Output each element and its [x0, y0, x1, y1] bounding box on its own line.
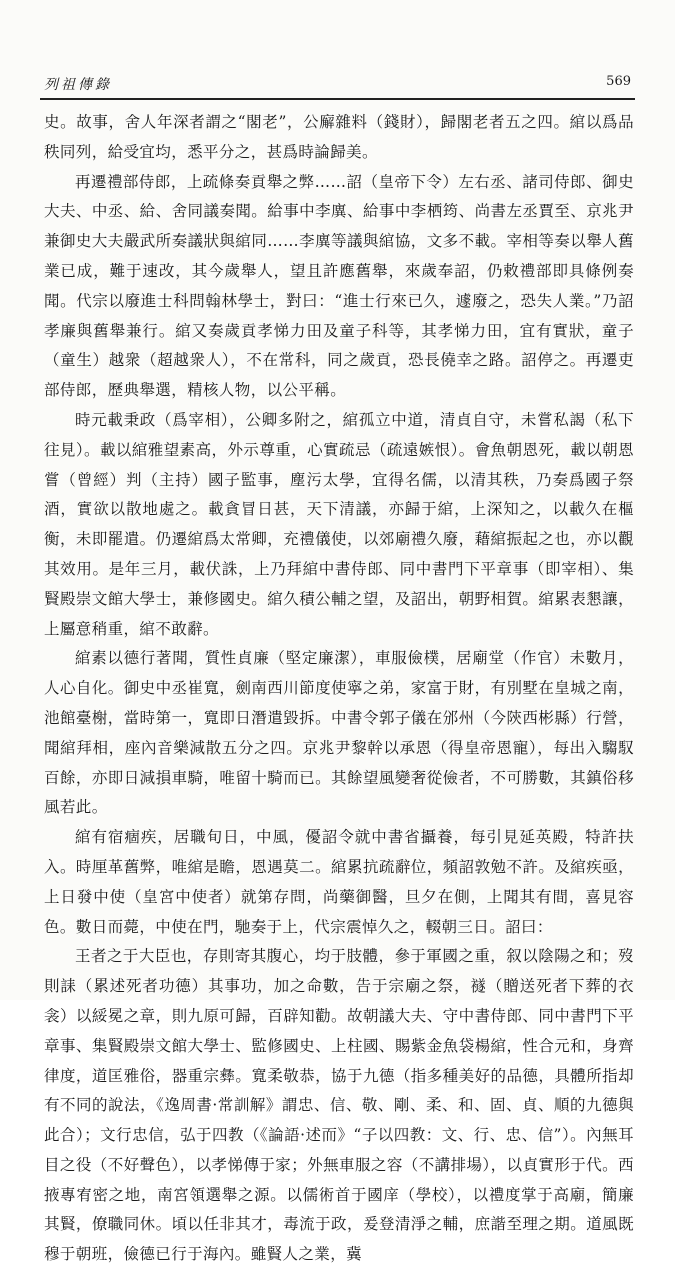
page-number: 569	[606, 74, 631, 89]
paragraph: 史。故事，舍人年深者謂之“閣老”，公廨雜料（錢財），歸閣老者五之四。綰以爲品秩同列，給受宜均，悉平分之，甚爲時論歸美。	[44, 113, 634, 161]
paragraph: 時元載秉政（爲宰相），公卿多附之，綰孤立中道，清貞自守，未嘗私謁（私下往見）。載以綰雅望素高，外示尊重，心實疏忌（疏遠嫉恨）。會魚朝恩死，載以朝恩嘗（曾經）判（主持）國子監事，塵污太學，宜得名儒，以清其秩，乃奏爲國子祭酒，實欲以散地處之。載貪冒日甚，天下清議，亦歸于綰，上深知之，以載久在樞衡，未即罷遣。仍遷綰爲太常卿，充禮儀使，以郊廟禮久廢，藉綰振起之也，亦以觀其效用。是年三月，載伏誅，上乃拜綰中書侍郎、同中書門下平章事（即宰相）、集賢殿崇文館大學士，兼修國史。綰久積公輔之望，及詔出，朝野相賀。綰累表懇讓，上屬意稍重，綰不敢辭。	[44, 410, 634, 638]
paragraph: 再遷禮部侍郎，上疏條奏貢舉之弊……詔（皇帝下令）左右丞、諸司侍郎、御史大夫、中丞、給、舍同議奏聞。給事中李廙、給事中李栖筠、尚書左丞賈至、京兆尹兼御史大夫嚴武所奏議狀與綰同……李廙等議與綰協，文多不載。宰相等奏以舉人舊業已成，難于速改，其今歲舉人，望且許應舊舉，來歲奉詔，仍敕禮部即具條例奏聞。代宗以廢進士科問翰林學士，對曰：“進士行來已久，遽廢之，恐失人業。”乃詔孝廉與舊舉兼行。綰又奏歲貢孝悌力田及童子科等，其孝悌力田，宜有實狀，童子（童生）越衆（超越衆人），不在常科，同之歲貢，恐長僥幸之路。詔停之。再遷吏部侍郎，歷典舉選，精核人物，以公平稱。	[44, 172, 634, 400]
edict-paragraph: 王者之于大臣也，存則寄其腹心，均于肢體，參于軍國之重，叙以陰陽之和；歿則誄（累述死者功德）其事功，加之命數，告于宗廟之祭，襚（贈送死者下葬的衣衾）以綏冕之章，則九原可歸，百辟知勸。故朝議大夫、守中書侍郎、同中書門下平章事、集賢殿崇文館大學士、監修國史、上柱國、賜紫金魚袋楊綰，性合元和，身齊律度，道匡雅俗，器重宗彝。寬柔敬恭，協于九德（指多種美好的品德，具體所指却有不同的說法，《逸周書·常訓解》謂忠、信、敬、剛、柔、和、固、貞、順的九德與此合）；文行忠信，弘于四教（《論語·述而》“子以四教：文、行、忠、信”）。內無耳目之役（不好聲色），以孝悌傳于家；外無車服之容（不講排場），以貞實形于代。西掖專宥密之地，南宮領選舉之源。以儒術首于國庠（學校），以禮度掌于高廟，簡廉其賢，僚職同休。頃以任非其才，毒流于政，爰登清淨之輔，庶諧至理之期。道風既穆于朝班，儉德已行于海內。雖賢人之業，冀	[44, 947, 634, 1264]
header-title: 列祖傳錄	[44, 77, 112, 93]
paragraph: 綰有宿痼疾，居職旬日，中風，優詔令就中書省攝養，每引見延英殿，特許扶入。時厘革舊弊，唯綰是瞻，恩遇莫二。綰累抗疏辭位，頻詔敦勉不許。及綰疾亟，上日發中使（皇宮中使者）就第存問，尚藥御醫，旦夕在側，上聞其有間，喜見容色。數日而薨，中使在門，馳奏于上，代宗震悼久之，輟朝三日。詔曰：	[44, 828, 634, 936]
paragraph: 綰素以德行著聞，質性貞廉（堅定廉潔），車服儉樸，居廟堂（作官）未數月，人心自化。御史中丞崔寬，劍南西川節度使寧之弟，家富于財，有別墅在皇城之南，池館臺榭，當時第一，寬即日潛遣毀拆。中書令郭子儀在邠州（今陝西彬縣）行營，聞綰拜相，座內音樂減散五分之四。京兆尹黎幹以承恩（得皇帝恩寵），每出入騶馭百餘，亦即日減損車騎，唯留十騎而已。其餘望風變奢從儉者，不可勝數，其鎮俗移風若此。	[44, 649, 634, 817]
running-header	[40, 74, 635, 96]
header-rule	[40, 98, 635, 100]
body-text	[44, 108, 634, 1264]
